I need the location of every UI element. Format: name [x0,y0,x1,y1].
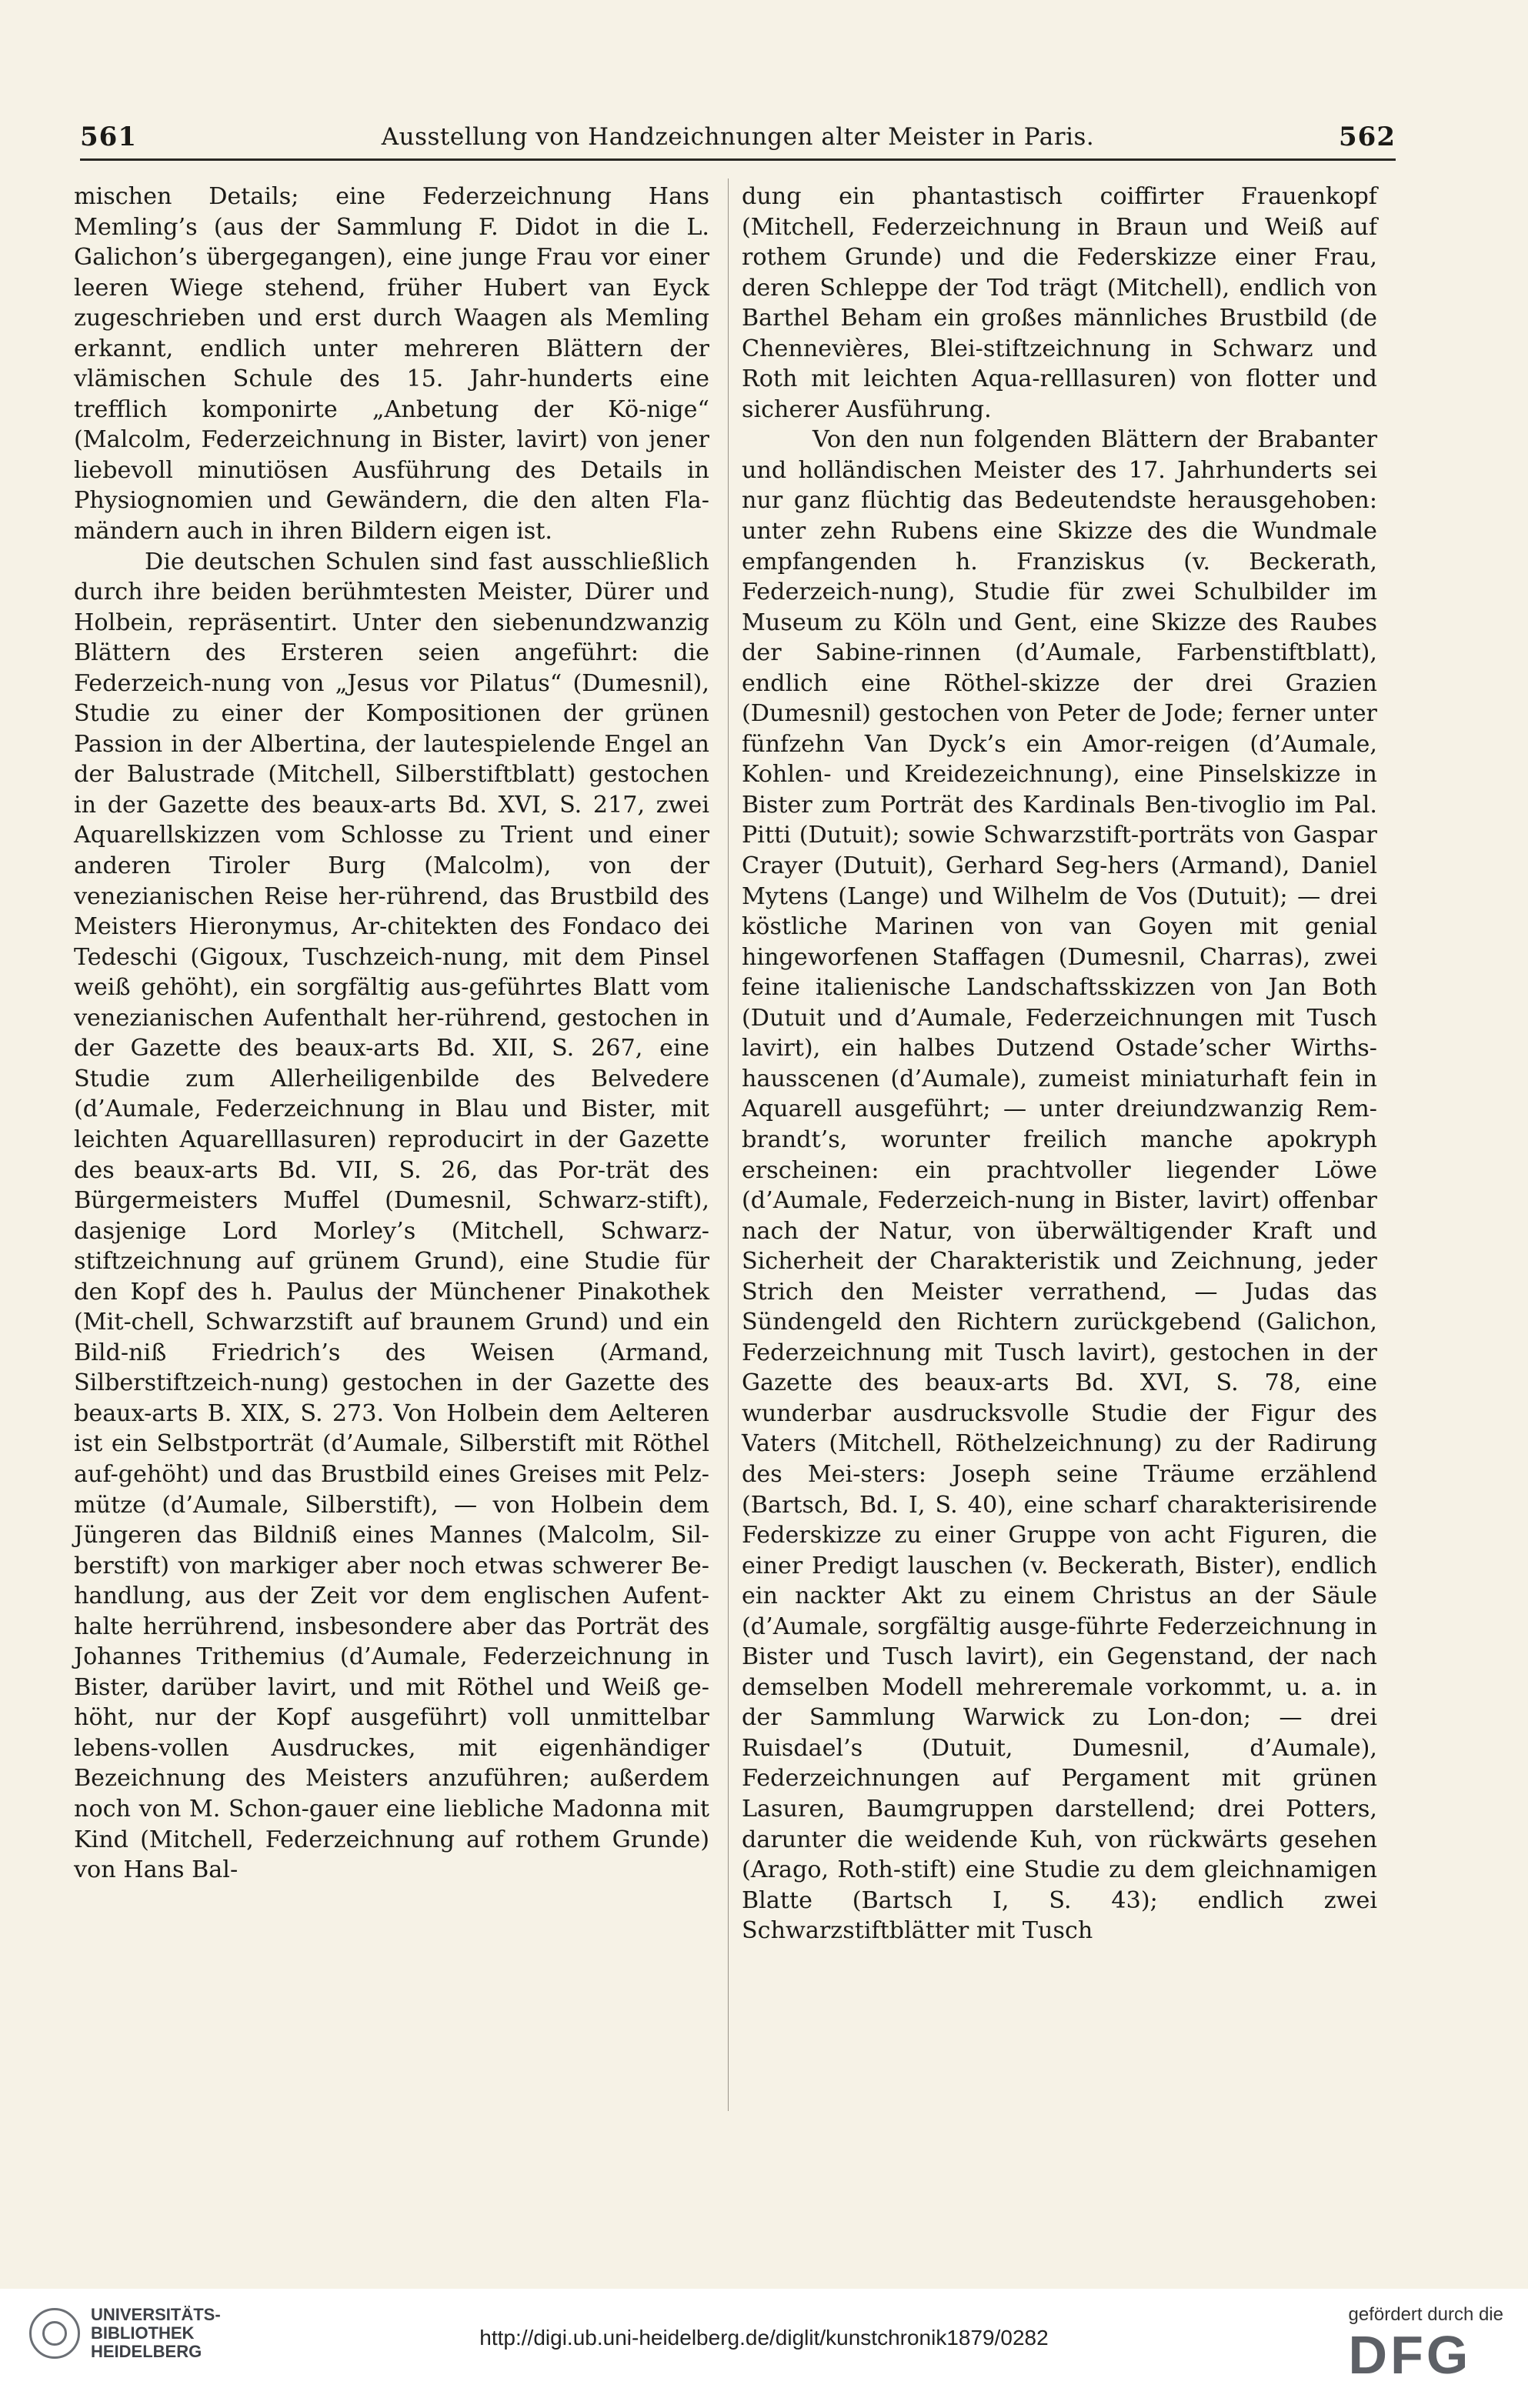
funding-caption: gefördert durch die [1348,2304,1503,2325]
paragraph: Von den nun folgenden Blättern der Brabanter und holländischen Meister des 17. Jahrhunderts sei nur ganz flüchtig das Bedeutendste herausgehoben: unter zehn Rubens eine Skizze des die Wundmale empfangenden h. Franziskus (v. Beckerath, Federzeich-nung), Studie für zwei Schulbilder im Museum zu Köln und Gent, eine Skizze des Raubes der Sabine-rinnen (d’Aumale, Farbenstiftblatt), endlich eine Röthel-skizze der drei Grazien (Dumesnil) gestochen von Peter de Jode; ferner unter fünfzehn Van Dyck’s ein Amor-reigen (d’Aumale, Kohlen- und Kreidezeichnung), eine Pinselskizze in Bister zum Porträt des Kardinals Ben-tivoglio im Pal. Pitti (Dutuit); sowie Schwarzstift-porträts von Gaspar Crayer (Dutuit), Gerhard Seg-hers (Armand), Daniel Mytens (Lange) und Wilhelm de Vos (Dutuit); — drei köstliche Marinen von van Goyen mit genial hingeworfenen Staffagen (Dumesnil, Charras), zwei feine italienische Landschaftsskizzen von Jan Both (Dutuit und d’Aumale, Federzeichnungen mit Tusch lavirt), ein halbes Dutzend Ostade’scher Wirths-hausscenen (d’Aumale), zumeist miniaturhaft fein in Aquarell ausgeführt; — unter dreiundzwanzig Rem-brandt’s, worunter freilich manche apokryph erscheinen: ein prachtvoller liegender Löwe (d’Aumale, Federzeich-nung in Bister, lavirt) offenbar nach der Natur, von überwältigender Kraft und Sicherheit der Charakteristik und Zeichnung, jeder Strich den Meister verrathend, — Judas das Sündengeld den Richtern zurückgebend (Galichon, Federzeichnung mit Tusch lavirt), gestochen in der Gazette des beaux-arts Bd. XVI, S. 78, eine wunderbar ausdrucksvolle Studie der Figur des Vaters (Mitchell, Röthelzeichnung) zu der Radirung des Mei-sters: Joseph seine Träume erzählend (Bartsch, Bd. I, S. 40), eine scharf charakterisirende Federskizze zu einer Gruppe von acht Figuren, die einer Predigt lauschen (v. Beckerath, Bister), endlich ein nackter Akt zu einem Christus an der Säule (d’Aumale, sorgfältig ausge-führte Federzeichnung in Bister und Tusch lavirt), ein Gegenstand, der nach demselben Modell mehreremale vorkommt, u. a. in der Sammlung Warwick zu Lon-don; — drei Ruisdael’s (Dutuit, Dumesnil, d’Aumale), Federzeichnungen auf Pergament mit grünen Lasuren, Baumgruppen darstellend; drei Potters, darunter die weidende Kuh, von rückwärts gesehen (Arago, Roth-stift) eine Studie zu dem gleichnamigen Blatte (Bartsch I, S. 43); endlich zwei Schwarzstiftblätter mit Tusch [742,426,1377,1945]
running-title: Ausstellung von Handzeichnungen alter Meister in Paris. [381,123,1095,151]
digitization-footer [0,2289,1528,2408]
library-name: UNIVERSITÄTS- BIBLIOTHEK HEIDELBERG [91,2305,221,2361]
paragraph: dung ein phantastisch coiffirter Frauenkopf (Mitchell, Federzeichnung in Braun und Weiß auf rothem Grunde) und die Federskizze einer Frau, deren Schleppe der Tod trägt (Mitchell), endlich von Barthel Beham ein großes männliches Brustbild (de Chennevières, Blei-stiftzeichnung in Schwarz und Roth mit leichten Aqua-relllasuren) von flotter und sicherer Ausführung. [742,183,1377,423]
left-column [74,182,709,1886]
paragraph: mischen Details; eine Federzeichnung Hans Memling’s (aus der Sammlung F. Didot in die L. Galichon’s übergegangen), eine junge Frau vor einer leeren Wiege stehend, früher Hubert van Eyck zugeschrieben und erst durch Waagen als Memling erkannt, endlich unter mehreren Blättern der vlämischen Schule des 15. Jahr-hunderts eine trefflich komponirte „Anbetung der Kö-nige“ (Malcolm, Federzeichnung in Bister, lavirt) von jener liebevoll minutiösen Ausführung des Details in Physiognomien und Gewändern, die den alten Fla-mändern auch in ihren Bildern eigen ist. [74,183,709,545]
page-number-left: 561 [80,122,137,152]
permalink-url[interactable]: http://digi.ub.uni-heidelberg.de/diglit/kunstchronik1879/0282 [479,2326,1049,2350]
page-number-right: 562 [1339,122,1396,152]
paragraph: Die deutschen Schulen sind fast ausschließlich durch ihre beiden berühmtesten Meister, Dürer und Holbein, repräsentirt. Unter den siebenundzwanzig Blättern des Ersteren seien angeführt: die Federzeich-nung von „Jesus vor Pilatus“ (Dumesnil), Studie zu einer der Kompositionen der grünen Passion in der Albertina, der lautespielende Engel an der Balustrade (Mitchell, Silberstiftblatt) gestochen in der Gazette des beaux-arts Bd. XVI, S. 217, zwei Aquarellskizzen vom Schlosse zu Trient und einer anderen Tiroler Burg (Malcolm), von der venezianischen Reise her-rührend, das Brustbild des Meisters Hieronymus, Ar-chitekten des Fondaco dei Tedeschi (Gigoux, Tuschzeich-nung, mit dem Pinsel weiß gehöht), ein sorgfältig aus-geführtes Blatt vom venezianischen Aufenthalt her-rührend, gestochen in der Gazette des beaux-arts Bd. XII, S. 267, eine Studie zum Allerheiligenbilde des Belvedere (d’Aumale, Federzeichnung in Blau und Bister, mit leichten Aquarelllasuren) reproducirt in der Gazette des beaux-arts Bd. VII, S. 26, das Por-trät des Bürgermeisters Muffel (Dumesnil, Schwarz-stift), dasjenige Lord Morley’s (Mitchell, Schwarz-stiftzeichnung auf grünem Grund), eine Studie für den Kopf des h. Paulus der Münchener Pinakothek (Mit-chell, Schwarzstift auf braunem Grund) und ein Bild-niß Friedrich’s des Weisen (Armand, Silberstiftzeich-nung) gestochen in der Gazette des beaux-arts B. XIX, S. 273. Von Holbein dem Aelteren ist ein Selbstporträt (d’Aumale, Silberstift mit Röthel auf-gehöht) und das Brustbild eines Greises mit Pelz-mütze (d’Aumale, Silberstift), — von Holbein dem Jüngeren das Bildniß eines Mannes (Malcolm, Sil-berstift) von markiger aber noch etwas schwerer Be-handlung, aus der Zeit vor dem englischen Aufent-halte herrührend, insbesondere aber das Porträt des Johannes Trithemius (d’Aumale, Federzeichnung in Bister, darüber lavirt, und mit Röthel und Weiß ge-höht, nur der Kopf ausgeführt) voll unmittelbar lebens-vollen Ausdruckes, mit eigenhändiger Bezeichnung des Meisters anzuführen; außerdem noch von M. Schon-gauer eine liebliche Madonna mit Kind (Mitchell, Federzeichnung auf rothem Grunde) von Hans Bal- [74,548,709,1884]
funder-block [1349,2304,1503,2384]
right-column [742,182,1377,1946]
column-divider [728,178,729,2111]
page-header [80,115,1396,161]
dfg-logo: DFG [1348,2325,1472,2385]
